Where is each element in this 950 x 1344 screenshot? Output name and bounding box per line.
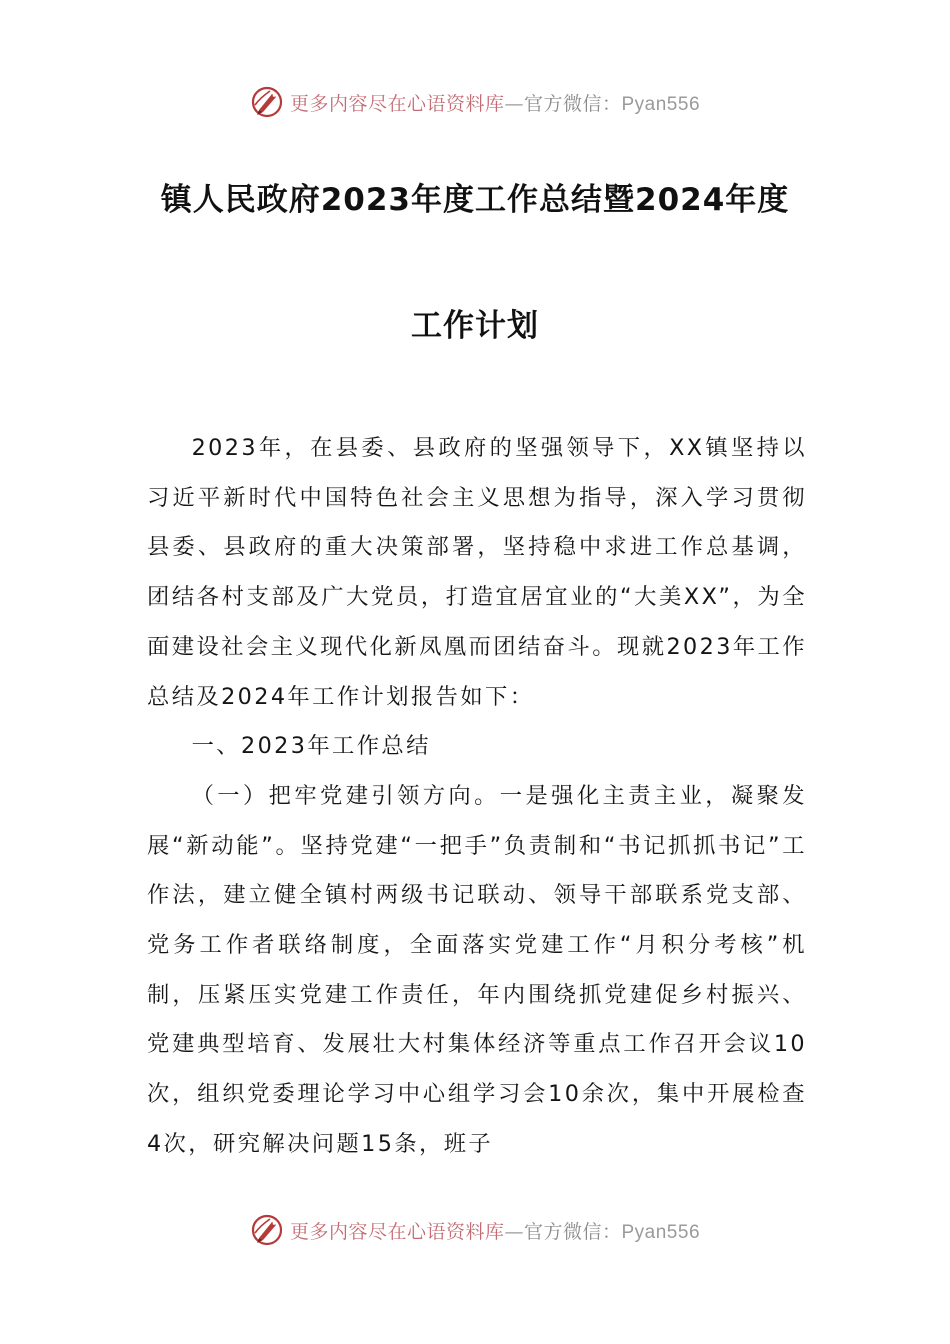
watermark-dash: — xyxy=(504,1220,524,1243)
document-title-line-2: 工作计划 xyxy=(411,308,539,344)
watermark-contact-label: 官方微信： xyxy=(523,92,622,115)
footer-watermark xyxy=(0,1210,950,1250)
footer-watermark-content xyxy=(250,1213,700,1247)
watermark-text xyxy=(290,1217,700,1244)
watermark-site-text: 更多内容尽在心语资料库 xyxy=(289,92,505,115)
watermark-site-text: 更多内容尽在心语资料库 xyxy=(289,1220,505,1243)
pen-nib-circle-icon xyxy=(250,1213,284,1247)
header-watermark xyxy=(0,82,950,122)
watermark-contact-label: 官方微信： xyxy=(523,1220,622,1243)
paragraph-intro: 2023年，在县委、县政府的坚强领导下，XX镇坚持以习近平新时代中国特色社会主义思想为指导，深入学习贯彻县委、县政府的重大决策部署，坚持稳中求进工作总基调，团结各村支部及广大党员，打造宜居宜业的“大美XX”，为全面建设社会主义现代化新凤凰而团结奋斗。现就2023年工作总结及2024年工作计划报告如下： xyxy=(147,435,807,710)
watermark-dash: — xyxy=(504,92,524,115)
watermark-contact-id: Pyan556 xyxy=(621,1221,701,1243)
document-body xyxy=(147,424,807,1170)
pen-nib-circle-icon xyxy=(250,85,284,119)
watermark-contact-id: Pyan556 xyxy=(621,93,701,115)
watermark-text xyxy=(290,89,700,116)
section-heading: 一、2023年工作总结 xyxy=(191,733,431,760)
paragraph-party-building: （一）把牢党建引领方向。一是强化主责主业，凝聚发展“新动能”。坚持党建“一把手”负责制和“书记抓抓书记”工作法，建立健全镇村两级书记联动、领导干部联系党支部、党务工作者联络制度，全面落实党建工作“月积分考核”机制，压紧压实党建工作责任，年内围绕抓党建促乡村振兴、党建典型培育、发展壮大村集体经济等重点工作召开会议10次，组织党委理论学习中心组学习会10余次，集中开展检查4次，研究解决问题15条，班子 xyxy=(147,782,807,1157)
header-watermark-content xyxy=(250,85,700,119)
document-title-line-1: 镇人民政府2023年度工作总结暨2024年度 xyxy=(160,182,790,218)
